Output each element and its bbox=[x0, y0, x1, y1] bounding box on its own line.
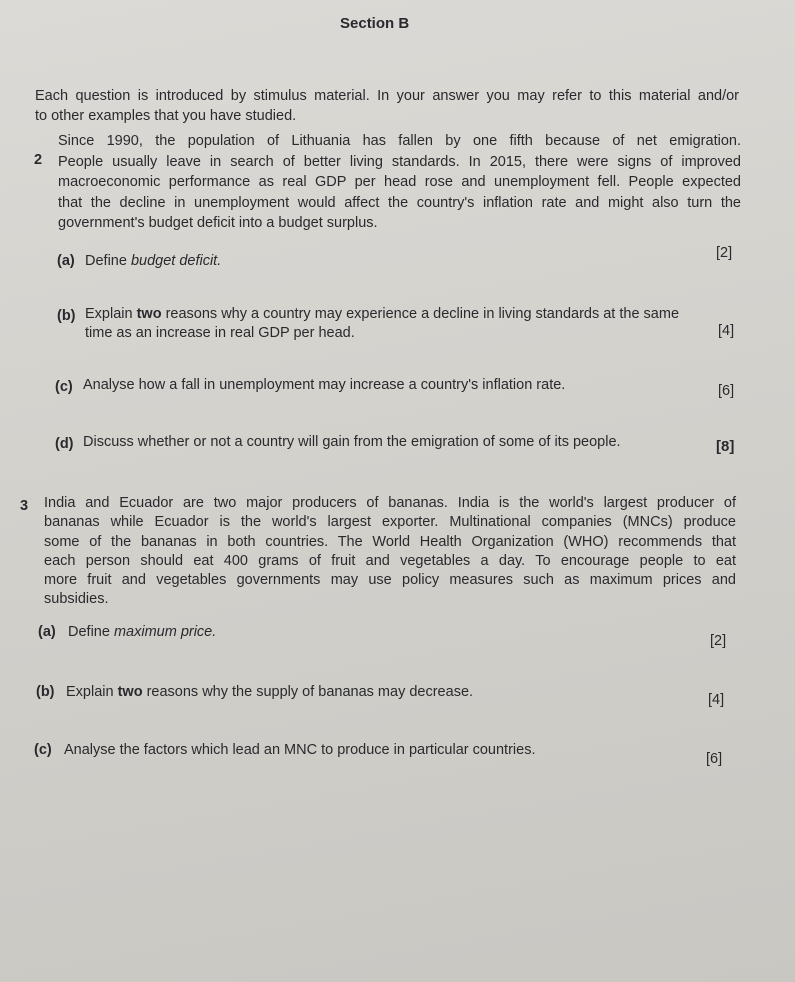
stimulus-line: more fruit and vegetables governments may use policy measures such as maximum prices and bbox=[44, 572, 736, 589]
stimulus-line: government's budget deficit into a budget surplus. bbox=[58, 215, 378, 231]
q3c-text: Analyse the factors which lead an MNC to produce in particular countries. bbox=[64, 742, 536, 758]
q3a-text-term: maximum price. bbox=[113, 624, 217, 640]
q2d-text: Discuss whether or not a country will gain from the emigration of some of its people. bbox=[83, 434, 621, 450]
stimulus-line: bananas while Ecuador is the world's largest exporter. Multinational companies (MNCs) produce bbox=[44, 514, 736, 531]
q2c-text: Analyse how a fall in unemployment may increase a country's inflation rate. bbox=[83, 377, 566, 393]
question-2-number: 2 bbox=[34, 152, 43, 168]
q2a-label: (a) bbox=[57, 253, 75, 269]
section-title: Section B bbox=[340, 15, 410, 32]
q2a-text-term: budget deficit. bbox=[130, 253, 222, 269]
stimulus-line: India and Ecuador are two major producers of bananas. India is the world's largest producer of bbox=[44, 495, 736, 511]
stimulus-line: each person should eat 400 grams of fruit and vegetables a day. To encourage people to eat bbox=[44, 552, 736, 569]
q2d-label: (d) bbox=[55, 436, 74, 452]
q2d-mark: [8] bbox=[716, 438, 735, 455]
q2c-mark: [6] bbox=[718, 383, 735, 399]
instructions-line: to other examples that you have studied. bbox=[35, 108, 297, 124]
instructions-line: Each question is introduced by stimulus material. In your answer you may refer to this material and/or bbox=[35, 88, 739, 104]
q2b-text-rest: reasons why a country may experience a decline in living standards at the same bbox=[161, 306, 680, 322]
q2b-label: (b) bbox=[57, 308, 76, 324]
q2b-text-line2: time as an increase in real GDP per head. bbox=[85, 325, 355, 341]
stimulus-line: that the decline in unemployment would affect the country's inflation rate and might also turn the bbox=[58, 194, 741, 211]
q2a-text-plain: Define bbox=[85, 253, 131, 269]
q3c-mark: [6] bbox=[706, 751, 723, 767]
q3b-text-emphasis: two bbox=[117, 684, 143, 700]
q3b-text bbox=[66, 684, 473, 701]
question-3-stimulus bbox=[44, 494, 736, 610]
stimulus-line: some of the bananas in both countries. The World Health Organization (WHO) recommends that bbox=[44, 533, 736, 550]
q3a-text-plain: Define bbox=[68, 624, 114, 640]
q2a-text bbox=[85, 253, 221, 270]
q3b-text-rest: reasons why the supply of bananas may decrease. bbox=[142, 684, 474, 700]
question-3-number: 3 bbox=[20, 498, 29, 514]
question-2-stimulus bbox=[58, 131, 741, 234]
q2c-label: (c) bbox=[55, 379, 73, 395]
q2a-mark: [2] bbox=[716, 245, 733, 261]
q3a-label: (a) bbox=[38, 624, 56, 640]
q2b-text-plain: Explain bbox=[85, 306, 137, 322]
stimulus-line: People usually leave in search of better living standards. In 2015, there were signs of improved bbox=[58, 153, 741, 170]
q3a-text bbox=[68, 624, 216, 641]
stimulus-line: macroeconomic performance as real GDP per head rose and unemployment fell. People expected bbox=[58, 174, 741, 190]
stimulus-line: subsidies. bbox=[44, 591, 109, 608]
q3b-mark: [4] bbox=[708, 692, 725, 708]
q2b-text-emphasis: two bbox=[136, 306, 162, 322]
q3a-mark: [2] bbox=[710, 633, 727, 649]
stimulus-line: Since 1990, the population of Lithuania has fallen by one fifth because of net emigration. bbox=[58, 133, 741, 149]
q3c-label: (c) bbox=[34, 742, 52, 758]
q2b-mark: [4] bbox=[718, 323, 735, 339]
q3b-label: (b) bbox=[36, 684, 55, 700]
q2b-text bbox=[85, 306, 679, 323]
q3b-text-plain: Explain bbox=[66, 684, 118, 700]
instructions bbox=[35, 86, 739, 126]
